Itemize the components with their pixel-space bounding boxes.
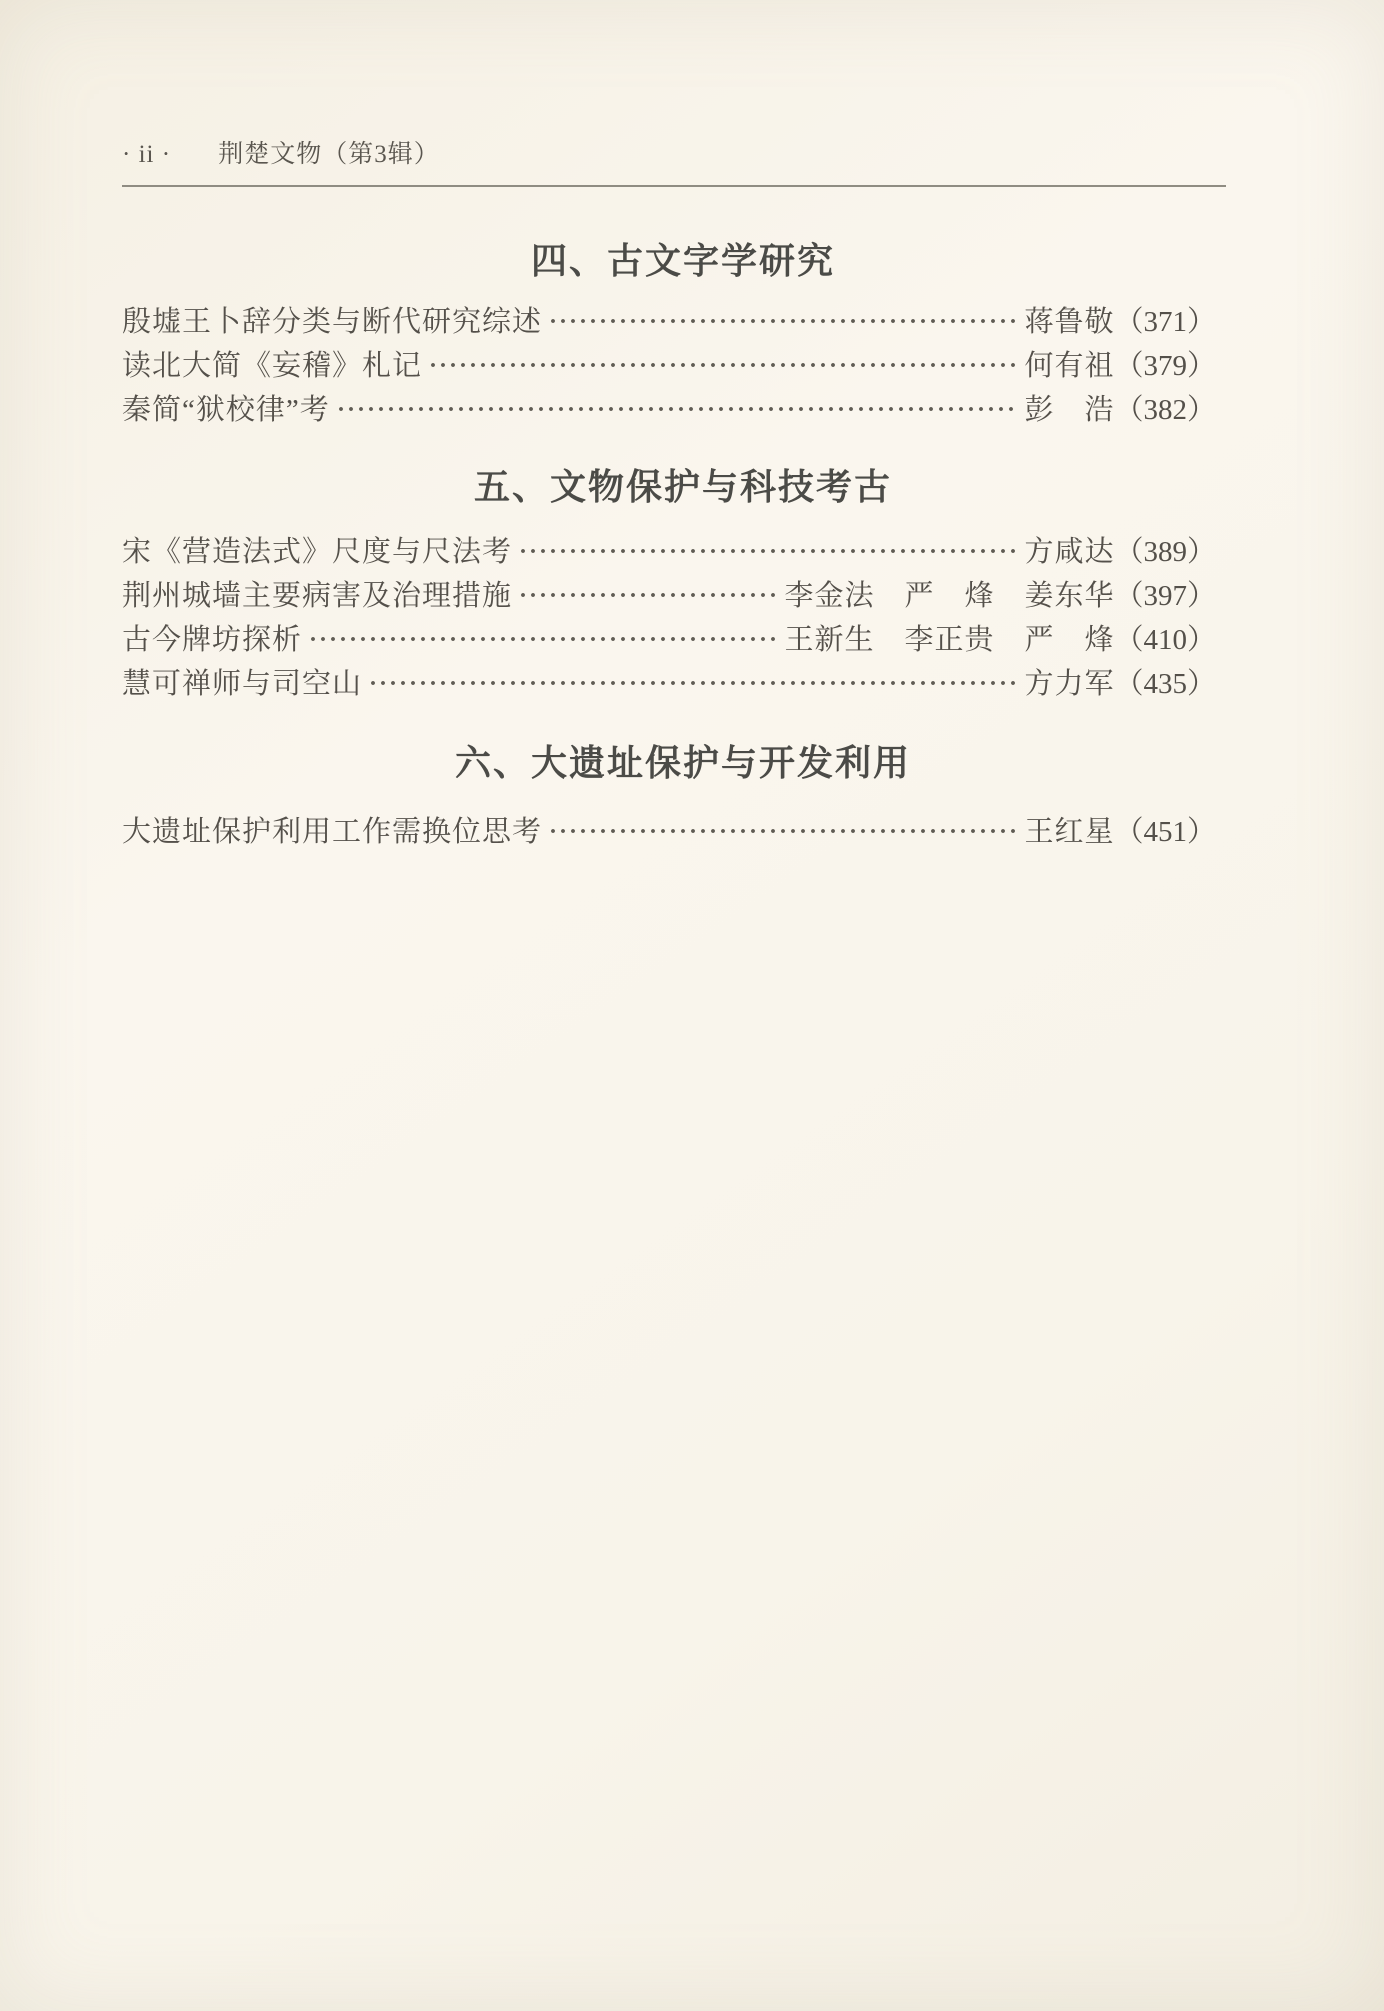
entry-authors: 王红星 bbox=[1024, 816, 1115, 848]
entry-authors: 方咸达 bbox=[1024, 536, 1115, 568]
entry-authors: 李金法 严 烽 姜东华 bbox=[784, 580, 1115, 612]
dot-leader bbox=[366, 661, 1016, 705]
toc-entry bbox=[122, 661, 1216, 705]
toc-entry bbox=[122, 809, 1216, 853]
entry-title: 宋《营造法式》尺度与尺法考 bbox=[122, 536, 513, 568]
entry-page-number: （451） bbox=[1114, 816, 1216, 848]
toc-section-4 bbox=[122, 299, 1216, 431]
dot-leader bbox=[334, 387, 1017, 431]
entry-page-number: （410） bbox=[1114, 624, 1216, 656]
entry-title: 荆州城墙主要病害及治理措施 bbox=[122, 580, 513, 612]
dot-leader bbox=[426, 343, 1016, 387]
section-heading-6: 六、大遗址保护与开发利用 bbox=[454, 742, 911, 783]
toc-entry bbox=[122, 617, 1216, 661]
toc-section-5 bbox=[122, 529, 1216, 705]
entry-title: 秦简“狱校律”考 bbox=[122, 394, 330, 426]
toc-entry bbox=[122, 387, 1216, 431]
entry-page-number: （379） bbox=[1114, 350, 1216, 382]
section-heading-4: 四、古文字学研究 bbox=[530, 240, 835, 281]
page-number: · ii · bbox=[122, 141, 172, 168]
page-header bbox=[122, 0, 1216, 170]
entry-title: 读北大简《妄稽》札记 bbox=[122, 350, 423, 382]
entry-page-number: （389） bbox=[1114, 536, 1216, 568]
toc-entry bbox=[122, 299, 1216, 343]
entry-title: 殷墟王卜辞分类与断代研究综述 bbox=[122, 306, 543, 338]
header-rule bbox=[122, 185, 1226, 187]
dot-leader bbox=[516, 573, 776, 617]
entry-page-number: （371） bbox=[1114, 306, 1216, 338]
entry-page-number: （397） bbox=[1114, 580, 1216, 612]
toc-section-6 bbox=[122, 809, 1216, 853]
entry-authors: 方力军 bbox=[1024, 668, 1115, 700]
entry-page-number: （382） bbox=[1114, 394, 1216, 426]
entry-authors: 彭 浩 bbox=[1024, 394, 1115, 426]
entry-title: 慧可禅师与司空山 bbox=[122, 668, 363, 700]
page-content bbox=[122, 0, 1216, 853]
entry-authors: 王新生 李正贵 严 烽 bbox=[784, 624, 1115, 656]
dot-leader bbox=[546, 809, 1016, 853]
toc-entry bbox=[122, 343, 1216, 387]
entry-authors: 蒋鲁敬 bbox=[1024, 306, 1115, 338]
dot-leader bbox=[516, 529, 1016, 573]
entry-title: 古今牌坊探析 bbox=[122, 624, 303, 656]
section-heading-5: 五、文物保护与科技考古 bbox=[473, 466, 892, 507]
toc-entry bbox=[122, 529, 1216, 573]
entry-title: 大遗址保护利用工作需换位思考 bbox=[122, 816, 543, 848]
entry-authors: 何有祖 bbox=[1024, 350, 1115, 382]
dot-leader bbox=[546, 299, 1016, 343]
toc-entry bbox=[122, 573, 1216, 617]
book-title: 荆楚文物（第3辑） bbox=[218, 141, 440, 168]
entry-page-number: （435） bbox=[1114, 668, 1216, 700]
dot-leader bbox=[306, 617, 776, 661]
